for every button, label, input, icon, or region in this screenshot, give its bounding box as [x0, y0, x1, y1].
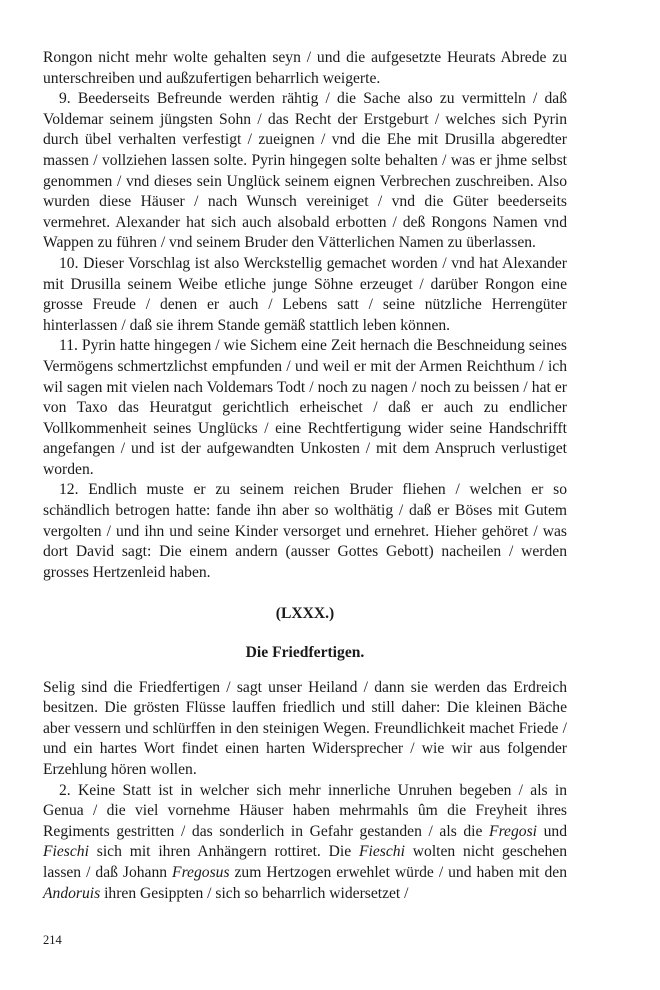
- italic-name: Fregosi: [489, 822, 537, 840]
- italic-name: Fregosus: [172, 863, 230, 881]
- paragraph-8-continuation: Rongon nicht mehr wolte gehalten seyn / und die aufgesetzte Heurats Abrede zu unterschreiben und außzufertigen beharrlich weigerte.: [43, 49, 567, 87]
- paragraph-2: [43, 781, 567, 905]
- section-title: Die Friedfertigen.: [245, 644, 365, 662]
- text-run: und: [536, 822, 567, 840]
- text-run: wolten nicht geschehen lassen / daß Johann: [43, 843, 568, 881]
- paragraph-11: 11. Pyrin hatte hingegen / wie Sichem eine Zeit hernach die Beschneidung seines Vermögens schmertzlichst empfunden / und weil er mit der Armen Reichthum / ich wil sagen mit vielen nach Voldemars Todt / noch zu nagen / noch zu beissen / hat er von Taxo das Heuratgut gerichtlich erheischet / daß er auch zu endlicher Vollkommenheit seines Unglücks / eine Rechtfertigung wider seine Handschrifft angefangen / und ist der aufgewandten Unkosten / mit dem Anspruch verlustiget worden.: [43, 337, 567, 478]
- italic-name: Fieschi: [359, 843, 405, 861]
- page-number: 214: [43, 933, 62, 947]
- paragraph-12: 12. Endlich muste er zu seinem reichen Bruder fliehen / welchen er so schändlich betrogen hatte: fande ihn aber so wolthätig / daß er Böses mit Gutem vergolten / und ihn und seine Kinder versorget und ernehret. Hieher gehöret / was dort David sagt: Die einem andern (ausser Gottes Gebott) nacheilen / werden grosses Hertzenleid haben.: [43, 481, 567, 581]
- book-page: [43, 48, 567, 904]
- text-run: 2. Keine Statt ist in welcher sich mehr innerliche Unruhen begeben / als in Genua / die viel vornehme Häuser haben mehrmahls ûm die Freyheit ihres Regiments gestritten / das sonderlich in Gefahr gestanden / als die: [43, 781, 567, 840]
- paragraph-intro: Selig sind die Friedfertigen / sagt unser Heiland / dann sie werden das Erdreich besitzen. Die grösten Flüsse lauffen friedlich und still daher: Die kleinen Bäche aber vessern und schlürffen in den steinigen Wegen. Freundlichkeit machet Friede / und ein hartes Wort findet einen harten Widersprecher / wie wir aus folgender Erzehlung hören wollen.: [43, 678, 567, 778]
- text-run: sich mit ihren Anhängern rottiret. Die: [88, 843, 360, 861]
- text-run: zum Hertzogen erwehlet würde / und haben mit den: [229, 863, 567, 881]
- italic-name: Fieschi: [43, 843, 89, 861]
- text-run: ihren Gesippten / sich so beharrlich widersetzet /: [100, 884, 409, 902]
- paragraph-10: 10. Dieser Vorschlag ist also Werckstellig gemachet worden / vnd hat Alexander mit Drusilla seinem Weibe etliche junge Söhne erzeuget / darüber Rongon eine grosse Freude / denen er auch / Lebens satt / seine nützliche Herrengüter hinterlassen / daß sie ihrem Stande gemäß stattlich leben können.: [43, 254, 567, 334]
- paragraph-9: 9. Beederseits Befreunde werden rähtig / die Sache also zu vermitteln / daß Voldemar seinem jüngsten Sohn / das Recht der Erstgeburt / welches sich Pyrin durch übel verhalten verfestigt / zueignen / vnd die Ehe mit Drusilla abgeredter massen / vollziehen lassen solte. Pyrin hingegen solte behalten / was er jhme selbst genommen / vnd dieses sein Unglück seinem eignen Verbrechen zuschreiben. Also wurden diese Häuser / nach Wunsch vereiniget / vnd die Güter beederseits vermehret. Alexander hat sich auch alsobald erbotten / deß Rongons Namen vnd Wappen zu führen / vnd seinem Bruder den Vätterlichen Namen zu überlassen.: [43, 90, 567, 252]
- section-number: (LXXX.): [275, 605, 335, 623]
- italic-name: Andoruis: [43, 884, 101, 902]
